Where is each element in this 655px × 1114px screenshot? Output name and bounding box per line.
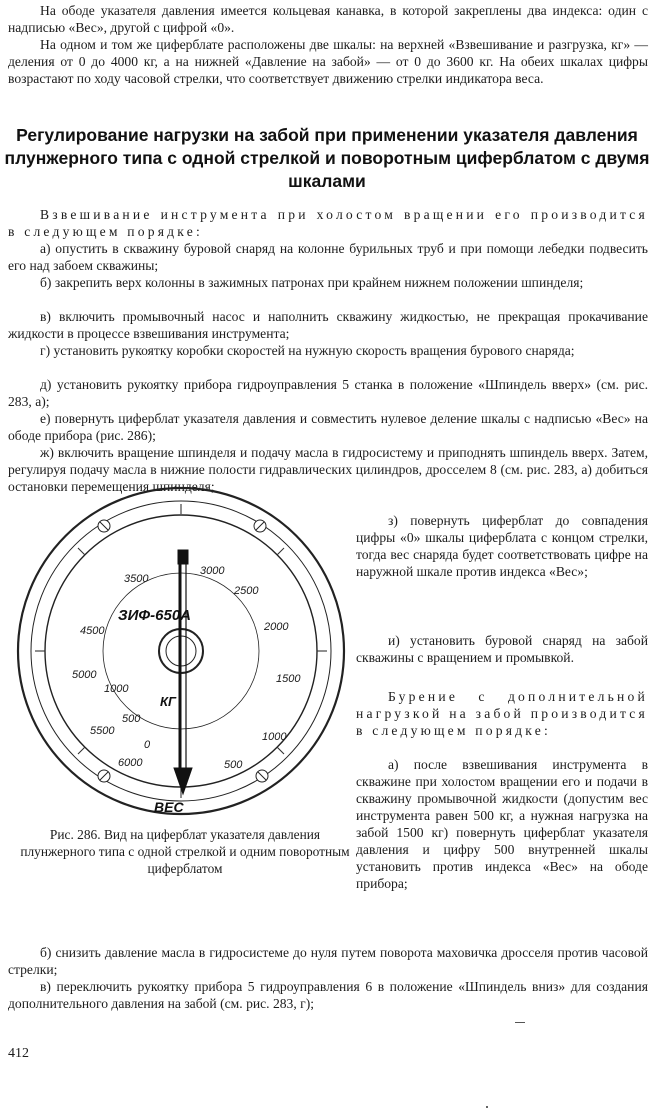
drilling-step-b: б) снизить давление масла в гидросистеме до нуля путем поворота маховичка дросселя против часовой стрелки; bbox=[8, 945, 648, 977]
inner-tick-label: 500 bbox=[122, 713, 141, 725]
dial-model-label: ЗИФ-650А bbox=[118, 607, 191, 624]
weighing-lead bbox=[8, 206, 648, 240]
outer-tick-label: 500 bbox=[224, 759, 243, 771]
weighing-step-b: б) закрепить верх колонны в зажимных патронах при крайнем нижнем положении шпинделя; bbox=[40, 275, 584, 290]
outer-tick-label: 4500 bbox=[80, 625, 105, 637]
section-heading: Регулирование нагрузки на забой при применении указателя давления плунжерного типа с одной стрелкой и поворотным циферблатом с двумя шкалами bbox=[4, 125, 650, 191]
dial-illustration bbox=[8, 478, 354, 824]
weighing-step-g: г) установить рукоятку коробки скоростей на нужную скорость вращения бурового снаряда; bbox=[40, 343, 575, 358]
outer-tick-label: 2500 bbox=[234, 585, 259, 597]
drilling-step-a: а) после взвешивания инструмента в скважине при холостом вращении его и подачи в скважину промывочной жидкости (допустим вес инструмента равен 500 кг, а нужная нагрузка на забой 1500 кг) повернуть циферблат указателя давления и цифру 500 внутренней шкалы установить против индекса «Вес» на ободе прибора; bbox=[356, 757, 648, 891]
outer-tick-label: 5500 bbox=[90, 725, 115, 737]
weighing-lead-text: Взвешивание инструмента при холостом вращении его производится в следующем порядке: bbox=[8, 207, 648, 239]
paragraph-two-scales: На одном и том же циферблате расположены две шкалы: на верхней «Взвешивание и разгрузка, кг» — деления от 0 до 4000 кг, а на нижней «Давление на забой» — от 0 до 3600 кг. На обеих шкалах цифры возрастают по ходу часовой стрелки, что соответствует движению стрелки индикатора веса. bbox=[8, 37, 648, 86]
weighing-step-e: е) повернуть циферблат указателя давления и совместить нулевое деление шкалы с надписью «Вес» на ободе прибора (рис. 286); bbox=[8, 411, 648, 443]
outer-tick-label: 3500 bbox=[124, 573, 149, 585]
page-number: 412 bbox=[8, 1046, 29, 1061]
drilling-step-v: в) переключить рукоятку прибора 5 гидроуправления 6 в положение «Шпиндель вниз» для создания дополнительного давления на забой (см. рис. 283, г); bbox=[8, 979, 648, 1011]
outer-tick-label: 1500 bbox=[276, 673, 301, 685]
outer-tick-label: 5000 bbox=[72, 669, 97, 681]
outer-tick-label: 1000 bbox=[262, 731, 287, 743]
dial-figure bbox=[8, 478, 354, 824]
inner-tick-label: 0 bbox=[144, 739, 151, 751]
weighing-step-d: д) установить рукоятку прибора гидроуправления 5 станка в положение «Шпиндель вверх» (см. рис. 283, а); bbox=[8, 377, 648, 409]
outer-tick-label: 6000 bbox=[118, 757, 143, 769]
dial-unit-label: КГ bbox=[160, 694, 176, 709]
inner-tick-label: 1000 bbox=[104, 683, 129, 695]
rim-index-label: ВЕС bbox=[154, 799, 184, 815]
weighing-step-a: а) опустить в скважину буровой снаряд на колонне бурильных труб и при помощи лебедки подвесить его над забоем скважины; bbox=[8, 241, 648, 273]
outer-tick-label: 2000 bbox=[264, 621, 289, 633]
paragraph-rim-indices: На ободе указателя давления имеется кольцевая канавка, в которой закреплены два индекса: один с надписью «Вес», другой с цифрой «0». bbox=[8, 3, 648, 35]
weighing-step-i: и) установить буровой снаряд на забой скважины с вращением и промывкой. bbox=[356, 633, 648, 665]
drilling-lead: Бурение с дополнительной нагрузкой на забой производится в следующем порядке: bbox=[356, 689, 648, 738]
weighing-step-z: з) повернуть циферблат до совпадения цифры «0» шкалы циферблата с концом стрелки, тогда вес снаряда будет соответствовать цифре на наружной шкале против индекса «Вес»; bbox=[356, 513, 648, 579]
figure-caption: Рис. 286. Вид на циферблат указателя давления плунжерного типа с одной стрелкой и одним поворотным циферблатом bbox=[20, 827, 350, 876]
outer-tick-label: 3000 bbox=[200, 565, 225, 577]
weighing-step-zh-text: ж) включить вращение шпинделя и подачу масла в гидросистему и приподнять шпиндель вверх. Затем, регулируя подачу масла в нижние полости гидравлических цилиндров, дросселем 8 (см. рис. 283, а) добиться остановки перемещения шпинделя; bbox=[8, 445, 648, 494]
stray-mark bbox=[486, 1106, 488, 1108]
weighing-step-v: в) включить промывочный насос и наполнить скважину жидкостью, не прекращая прокачивание жидкости в процессе взвешивания инструмента; bbox=[8, 309, 648, 341]
stray-mark bbox=[515, 1022, 525, 1023]
